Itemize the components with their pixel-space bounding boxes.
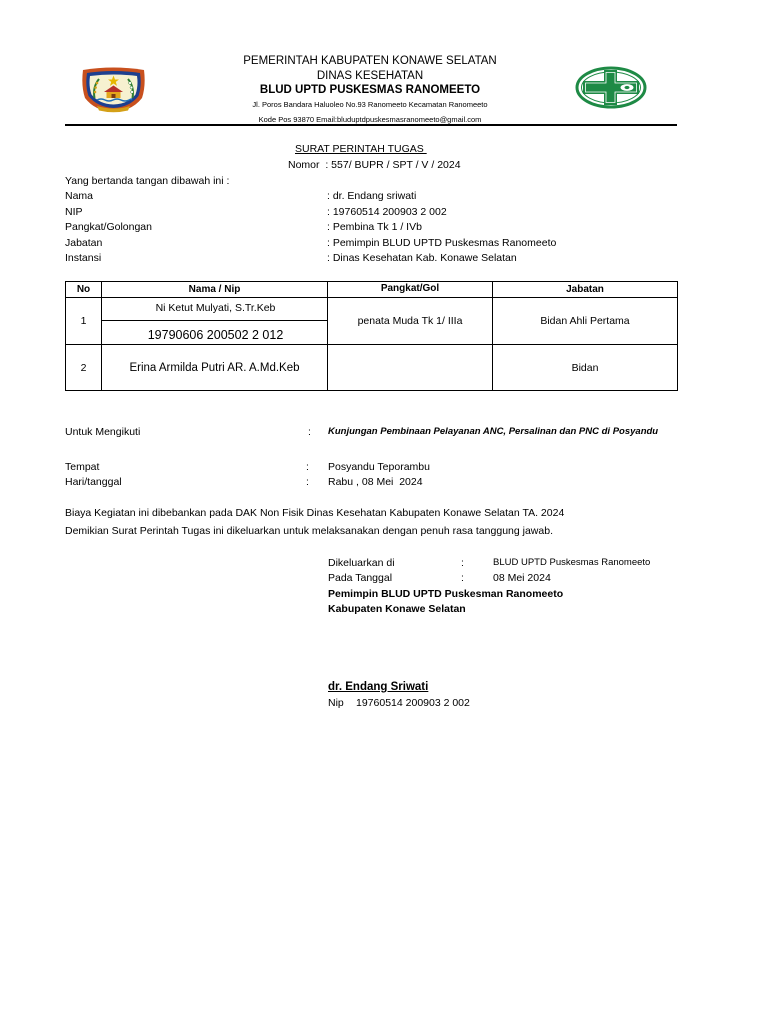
- issued-on-value: 08 Mei 2024: [493, 572, 551, 584]
- signer-nip-label: Nip: [328, 697, 344, 709]
- staff-position: Bidan Ahli Pertama: [493, 298, 678, 345]
- staff-table: [65, 281, 678, 391]
- signer-nip-value: 19760514 200903 2 002: [356, 697, 470, 709]
- letter-title: SURAT PERINTAH TUGAS: [295, 143, 427, 155]
- staff-position: Bidan: [493, 345, 678, 391]
- column-header-no: No: [66, 282, 102, 298]
- staff-name: Erina Armilda Putri AR. A.Md.Keb: [102, 345, 328, 391]
- row-number: 1: [66, 298, 102, 345]
- government-name: PEMERINTAH KABUPATEN KONAWE SELATAN: [243, 55, 497, 67]
- institution-address: Jl. Poros Bandara Haluoleo No.93 Ranomeeto Kecamatan Ranomeeto: [252, 100, 488, 109]
- staff-rank: [328, 345, 493, 391]
- field-label: Instansi: [65, 252, 102, 264]
- purpose-value: Kunjungan Pembinaan Pelayanan ANC, Persalinan dan PNC di Posyandu: [328, 426, 659, 437]
- row-number: 2: [66, 345, 102, 391]
- issued-at-colon: :: [461, 557, 464, 569]
- date-label: Hari/tanggal: [65, 476, 122, 488]
- staff-name: Ni Ketut Mulyati, S.Tr.Keb: [102, 298, 327, 321]
- purpose-colon: :: [308, 426, 311, 438]
- place-colon: :: [306, 461, 309, 473]
- column-header-name: Nama / Nip: [102, 282, 328, 298]
- name-nip-cell: [102, 298, 328, 345]
- table-row: [66, 345, 678, 391]
- letter-number: Nomor : 557/ BUPR / SPT / V / 2024: [288, 159, 461, 171]
- field-value: : Pembina Tk 1 / IVb: [327, 221, 422, 233]
- column-header-rank: Pangkat/Gol: [328, 282, 493, 298]
- department-name: DINAS KESEHATAN: [316, 70, 424, 82]
- column-header-position: Jabatan: [493, 282, 678, 298]
- issued-on-label: Pada Tanggal: [328, 572, 393, 584]
- signer-name: dr. Endang Sriwati: [328, 681, 429, 693]
- issued-at-label: Dikeluarkan di: [328, 557, 395, 569]
- date-value: Rabu , 08 Mei 2024: [328, 476, 423, 488]
- field-label: NIP: [65, 206, 83, 218]
- table-row: [66, 298, 678, 345]
- field-label: Pangkat/Golongan: [65, 221, 152, 233]
- purpose-label: Untuk Mengikuti: [65, 426, 141, 438]
- date-colon: :: [306, 476, 309, 488]
- funding-paragraph: Biaya Kegiatan ini dibebankan pada DAK Non Fisik Dinas Kesehatan Kabupaten Konawe Selatan TA. 2024: [65, 507, 565, 519]
- institution-name: BLUD UPTD PUSKESMAS RANOMEETO: [259, 84, 481, 96]
- field-value: : dr. Endang sriwati: [327, 190, 417, 202]
- field-value: : Pemimpin BLUD UPTD Puskesmas Ranomeeto: [327, 237, 557, 249]
- field-value: : Dinas Kesehatan Kab. Konawe Selatan: [327, 252, 517, 264]
- field-label: Jabatan: [65, 237, 103, 249]
- place-value: Posyandu Teporambu: [328, 461, 430, 473]
- field-label: Nama: [65, 190, 94, 202]
- field-value: : 19760514 200903 2 002: [327, 206, 447, 218]
- issued-at-value: BLUD UPTD Puskesmas Ranomeeto: [493, 557, 651, 568]
- puskesmas-cross-logo-icon: [575, 66, 647, 109]
- regency-emblem-icon: [80, 66, 147, 113]
- signer-region: Kabupaten Konawe Selatan: [328, 603, 466, 615]
- letterhead-divider: [65, 124, 677, 126]
- closing-statement: Demikian Surat Perintah Tugas ini dikeluarkan untuk melaksanakan dengan penuh rasa tanggung jawab.: [65, 525, 553, 537]
- issued-on-colon: :: [461, 572, 464, 584]
- signer-office: Pemimpin BLUD UPTD Puskesman Ranomeeto: [328, 588, 564, 600]
- table-header-row: [66, 282, 678, 298]
- staff-nip: 19790606 200502 2 012: [147, 328, 284, 342]
- institution-contact: Kode Pos 93870 Email:bluduptdpuskesmasranomeeto@gmail.com: [258, 115, 482, 124]
- signatory-intro: Yang bertanda tangan dibawah ini :: [65, 175, 230, 187]
- place-label: Tempat: [65, 461, 100, 473]
- staff-rank: penata Muda Tk 1/ IIIa: [328, 298, 493, 345]
